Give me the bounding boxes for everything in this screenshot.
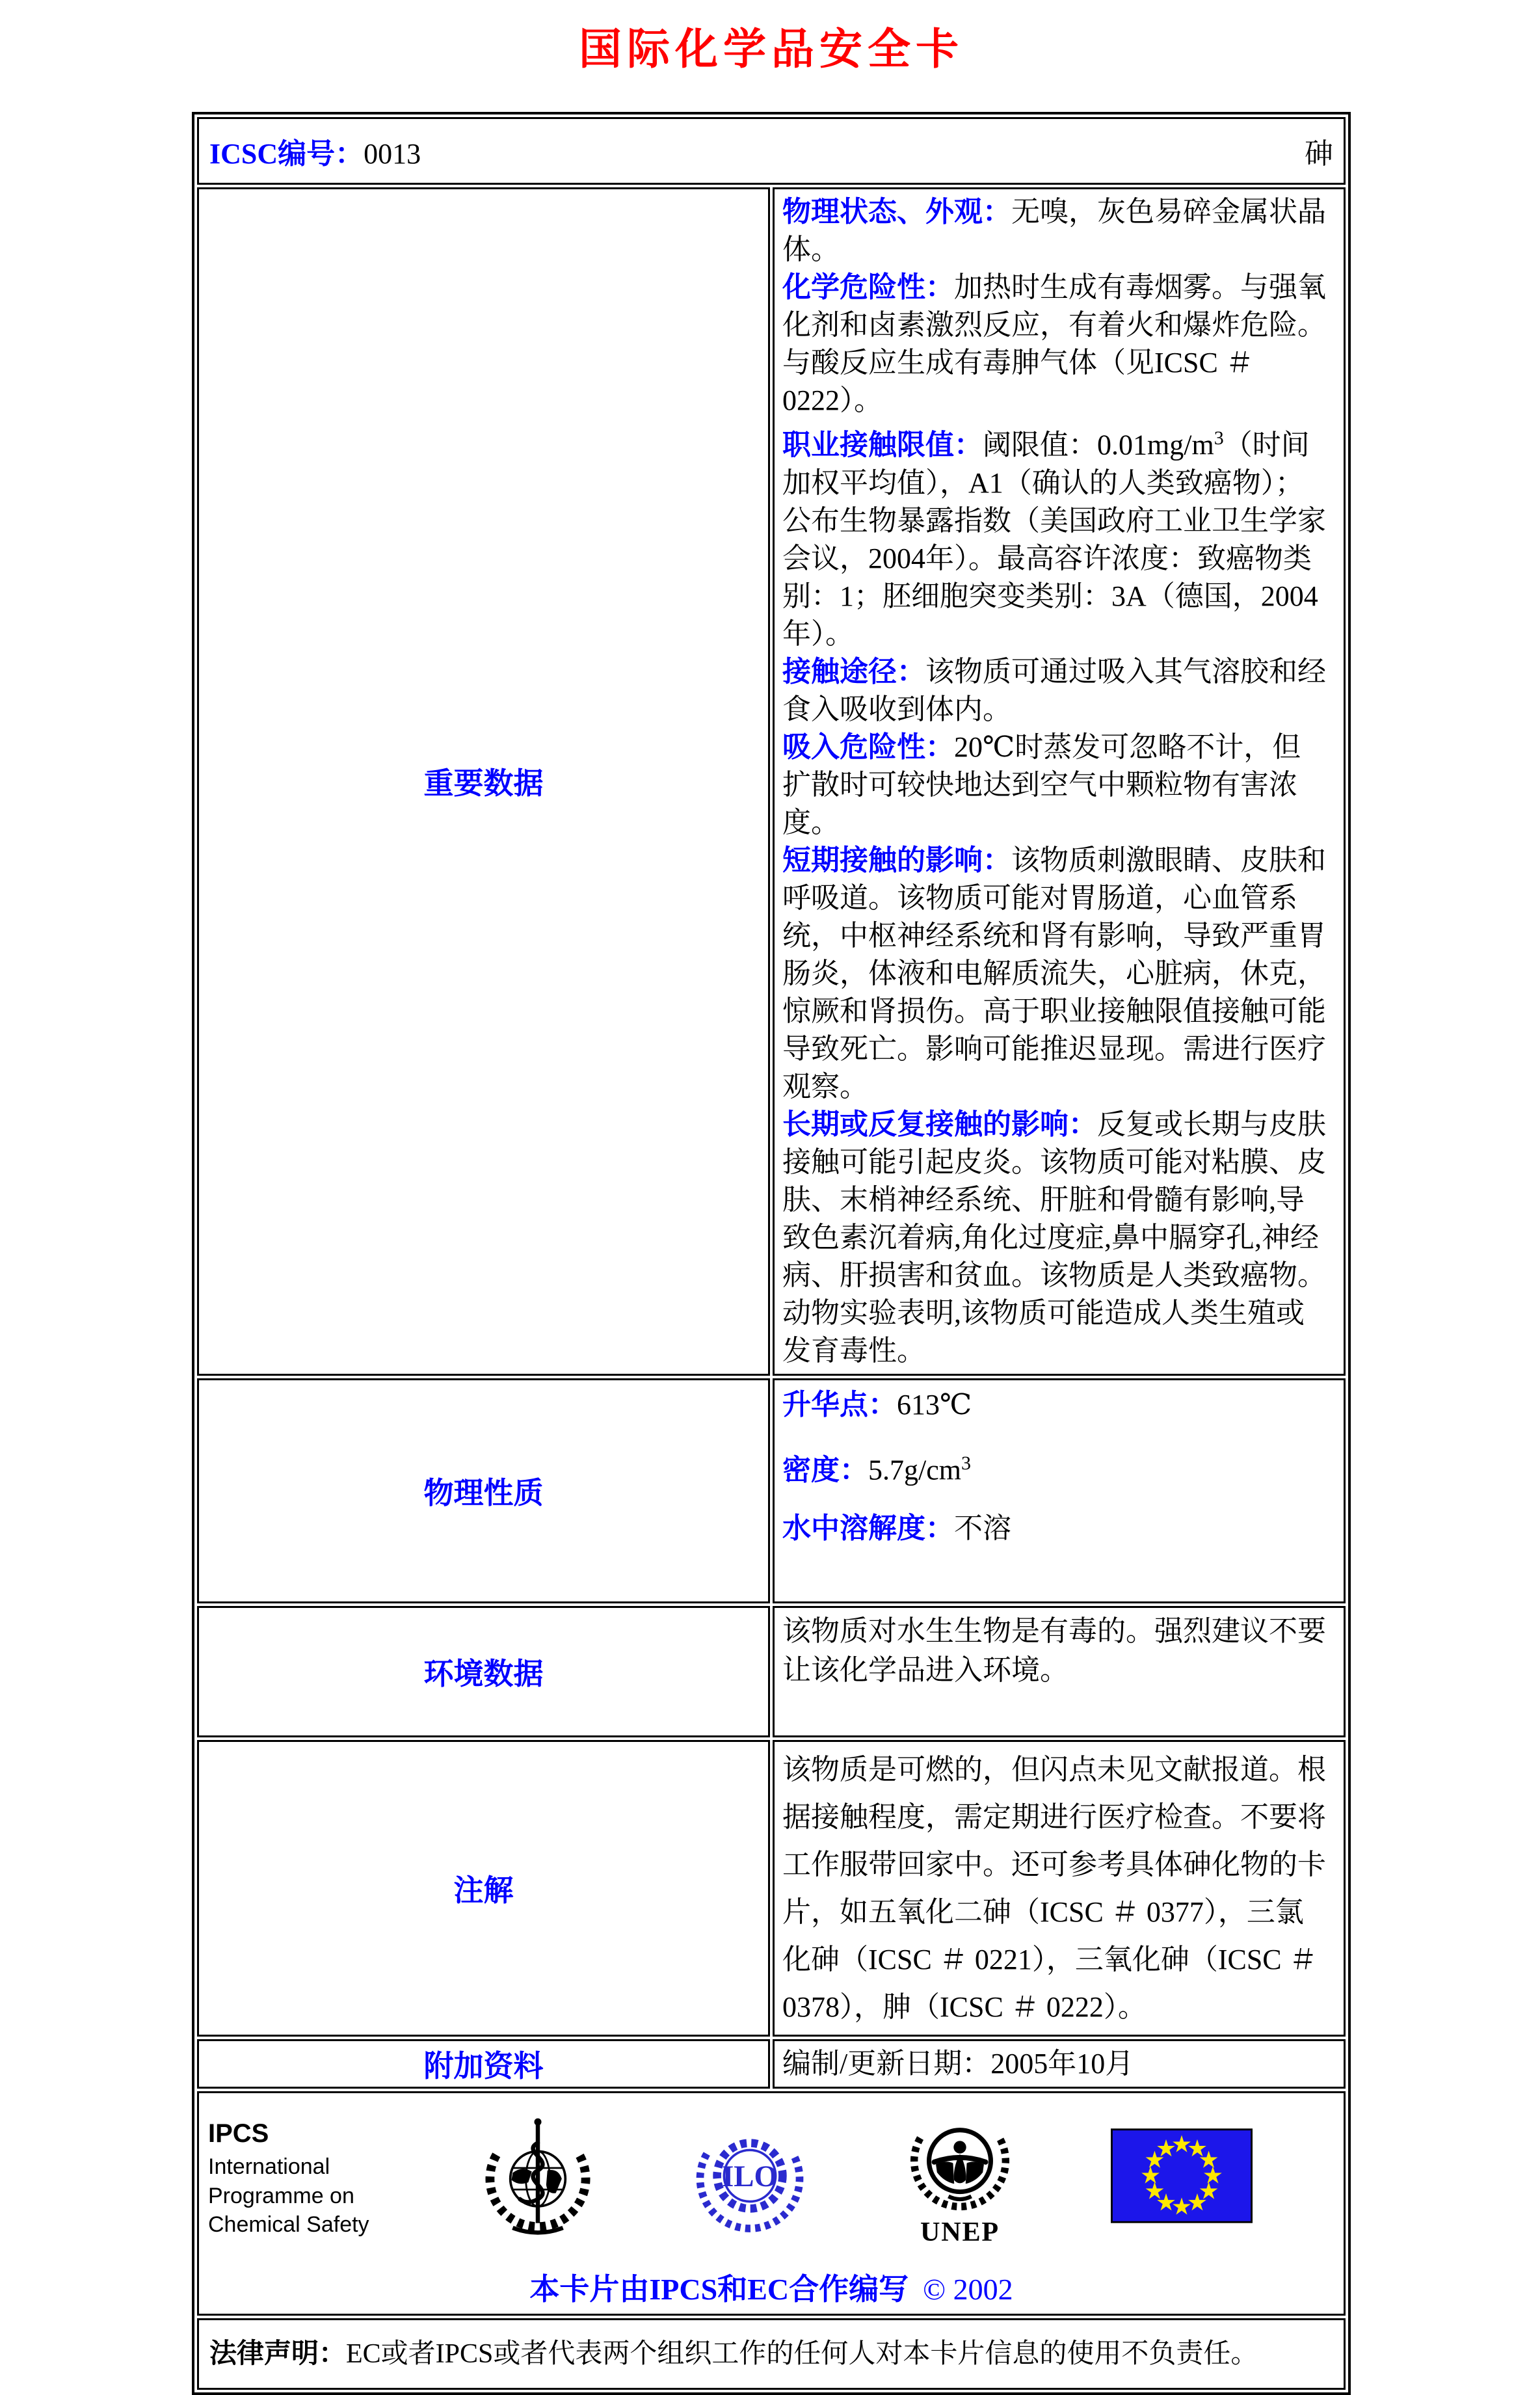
chemical-danger-paragraph: [782, 269, 1327, 420]
legal-label: 法律声明：: [209, 2338, 347, 2369]
icsc-number-group: [209, 130, 421, 172]
caption-text: 本卡片由IPCS和EC合作编写: [529, 2272, 909, 2306]
sublimation-point: [782, 1384, 1327, 1426]
icsc-number-value: 0013: [364, 138, 421, 170]
occupational-limit-paragraph: [782, 420, 1327, 653]
cooperation-caption: [199, 2266, 1344, 2308]
occupational-limit-label: 职业接触限值：: [782, 429, 983, 461]
header-cell: [197, 117, 1346, 185]
chemical-danger-text: 加热时生成有毒烟雾。与强氧化剂和卤素激烈反应，有着火和爆炸危险。与酸反应生成有毒胂气体（见ICSC ＃ 0222）。: [782, 271, 1326, 416]
section-label-important-data: 重要数据: [197, 187, 770, 1376]
physical-state-text: 无嗅，灰色易碎金属状晶体。: [782, 196, 1326, 265]
solubility-label: 水中溶解度：: [782, 1512, 954, 1545]
additional-info-content: [773, 2039, 1346, 2089]
ipcs-line-3: Chemical Safety: [208, 2212, 369, 2237]
ipcs-text-block: [208, 2119, 384, 2239]
ipcs-line-2: Programme on: [208, 2183, 354, 2208]
sublimation-value: 613℃: [897, 1388, 972, 1421]
section-label-notes: 注解: [197, 1740, 770, 2037]
caption-year: © 2002: [923, 2272, 1013, 2306]
logos-row: [197, 2091, 1346, 2316]
who-logo-icon: [478, 2113, 598, 2246]
occupational-limit-text-pre: 阈限值：0.01mg/m: [983, 429, 1214, 461]
physical-properties-content: [773, 1378, 1346, 1603]
icsc-card-table: [192, 112, 1351, 2395]
section-label-environment: 环境数据: [197, 1606, 770, 1737]
density-sup: 3: [961, 1452, 971, 1474]
density-value: 5.7g/cm: [868, 1454, 961, 1486]
additional-info-row: [197, 2039, 1346, 2089]
chemical-danger-label: 化学危险性：: [782, 271, 954, 303]
inhalation-risk-label: 吸入危险性：: [782, 730, 954, 763]
substance-name: 砷: [1305, 138, 1333, 170]
long-term-effects-text: 反复或长期与皮肤接触可能引起皮炎。该物质可能对粘膜、皮肤、末梢神经系统、肝脏和骨髓有影响,导致色素沉着病,角化过度症,鼻中膈穿孔,神经病、肝损害和贫血。该物质是人类致癌物。动物实验表明,该物质可能造成人类生殖或发育毒性。: [782, 1108, 1326, 1367]
long-term-effects-paragraph: [782, 1106, 1327, 1370]
occupational-limit-sup: 3: [1214, 427, 1224, 449]
notes-row: [197, 1740, 1346, 2037]
ilo-logo-icon: [691, 2117, 808, 2241]
legal-row: [197, 2318, 1346, 2390]
unep-logo-text: UNEP: [920, 2216, 1000, 2247]
short-term-effects-text: 该物质刺激眼睛、皮肤和呼吸道。该物质可能对胃肠道，心血管系统，中枢神经系统和肾有影响，导致严重胃肠炎，体液和电解质流失，心脏病，休克，惊厥和肾损伤。高于职业接触限值接触可能导致死亡。影响可能推迟显现。需进行医疗观察。: [782, 844, 1326, 1103]
solubility-value: 不溶: [954, 1512, 1011, 1545]
notes-content: [773, 1740, 1346, 2037]
eu-flag-icon: [1111, 2128, 1253, 2230]
unep-logo-icon: [903, 2105, 1017, 2254]
section-label-additional: 附加资料: [197, 2039, 770, 2089]
density: [782, 1443, 1327, 1492]
icsc-number-label: ICSC编号：: [209, 138, 364, 170]
logos-cell: [197, 2091, 1346, 2316]
header-row: [197, 117, 1346, 185]
short-term-effects-paragraph: [782, 842, 1327, 1106]
update-date-text: 编制/更新日期：2005年10月: [782, 2047, 1134, 2080]
page-title: 国际化学品安全卡: [579, 23, 964, 74]
occupational-limit-text-post: （时间加权平均值），A1（确认的人类致癌物）；公布生物暴露指数（美国政府工业卫生学家会议，2004年）。最高容许浓度：致癌物类别：1；胚细胞突变类别：3A（德国，2004年）。: [782, 429, 1326, 650]
legal-cell: [197, 2318, 1346, 2390]
exposure-route-label: 接触途径：: [782, 655, 925, 688]
important-data-content: [773, 187, 1346, 1376]
physical-state-label: 物理状态、外观：: [782, 196, 1011, 228]
inhalation-risk-text: 20℃时蒸发可忽略不计，但扩散时可较快地达到空气中颗粒物有害浓度。: [782, 730, 1301, 838]
sublimation-label: 升华点：: [782, 1388, 897, 1421]
logos-strip: [199, 2100, 1344, 2254]
long-term-effects-label: 长期或反复接触的影响：: [782, 1108, 1097, 1140]
density-label: 密度：: [782, 1454, 868, 1486]
notes-text: 该物质是可燃的，但闪点未见文献报道。根据接触程度，需定期进行医疗检查。不要将工作服带回家中。还可参考具体砷化物的卡片，如五氧化二砷（ICSC ＃ 0377），三氯化砷（ICSC ＃ 0221），三氧化砷（ICSC ＃ 0378），胂（ICSC ＃ 0222）。: [782, 1753, 1326, 2023]
exposure-route-text: 该物质可通过吸入其气溶胶和经食入吸收到体内。: [782, 655, 1326, 725]
environment-row: [197, 1606, 1346, 1737]
physical-state-paragraph: [782, 193, 1327, 269]
important-data-row: [197, 187, 1346, 1376]
physical-properties-row: [197, 1378, 1346, 1603]
ilo-logo-text: ILO: [722, 2159, 778, 2193]
ipcs-title: IPCS: [208, 2119, 269, 2148]
environment-text: 该物质对水生生物是有毒的。强烈建议不要让该化学品进入环境。: [782, 1614, 1326, 1686]
environment-content: [773, 1606, 1346, 1737]
section-label-physical: 物理性质: [197, 1378, 770, 1603]
short-term-effects-label: 短期接触的影响：: [782, 844, 1011, 876]
exposure-route-paragraph: [782, 653, 1327, 729]
inhalation-risk-paragraph: [782, 729, 1327, 842]
ipcs-line-1: International: [208, 2154, 330, 2180]
water-solubility: [782, 1508, 1327, 1549]
legal-text: EC或者IPCS或者代表两个组织工作的任何人对本卡片信息的使用不负责任。: [346, 2338, 1258, 2369]
